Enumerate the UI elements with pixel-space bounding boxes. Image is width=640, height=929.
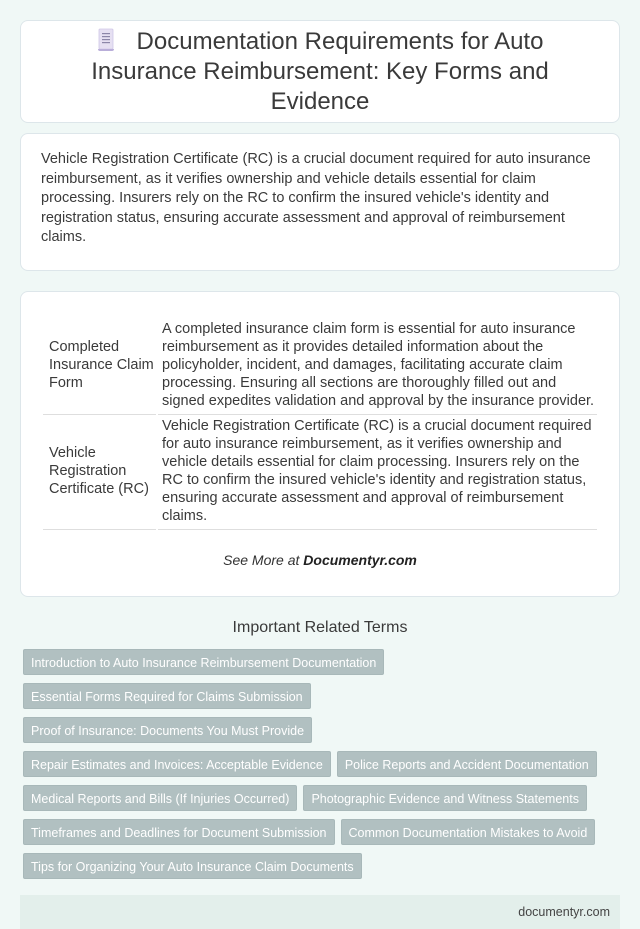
page-title — [41, 27, 599, 117]
table-row — [43, 318, 597, 415]
row-term: Completed Insurance Claim Form — [43, 318, 156, 415]
table-row — [43, 415, 597, 530]
related-term-tag[interactable]: Repair Estimates and Invoices: Acceptable Evidence — [23, 751, 331, 777]
related-terms-list — [20, 649, 620, 879]
row-term: Vehicle Registration Certificate (RC) — [43, 415, 156, 530]
footer-site[interactable]: documentyr.com — [518, 905, 610, 919]
related-term-tag[interactable]: Essential Forms Required for Claims Submission — [23, 683, 311, 709]
related-term-tag[interactable]: Photographic Evidence and Witness Statements — [303, 785, 587, 811]
related-term-tag[interactable]: Timeframes and Deadlines for Document Submission — [23, 819, 335, 845]
related-term-tag[interactable]: Police Reports and Accident Documentation — [337, 751, 597, 777]
row-description: Vehicle Registration Certificate (RC) is a crucial document required for auto insurance reimbursement, as it verifies ownership and vehicle details essential for claim processing. Insurers rely on the RC to confirm the insured vehicle's identity and registration status, ensuring accurate assessment and approval of reimbursement claims. — [158, 415, 597, 530]
see-more-link[interactable]: Documentyr.com — [303, 552, 417, 568]
related-term-tag[interactable]: Introduction to Auto Insurance Reimbursement Documentation — [23, 649, 384, 675]
related-term-tag[interactable]: Medical Reports and Bills (If Injuries Occurred) — [23, 785, 297, 811]
summary-text: Vehicle Registration Certificate (RC) is a crucial document required for auto insurance reimbursement, as it verifies ownership and vehicle details essential for claim processing. Insurers rely on the RC to confirm the insured vehicle's identity and registration status, ensuring accurate assessment and approval of reimbursement claims. — [41, 151, 591, 245]
page-title-text: Documentation Requirements for Auto Insurance Reimbursement: Key Forms and Evidence — [91, 27, 549, 115]
related-term-tag[interactable]: Common Documentation Mistakes to Avoid — [341, 819, 596, 845]
see-more — [41, 552, 599, 568]
details-card — [20, 291, 620, 597]
details-table — [41, 318, 599, 530]
footer — [20, 895, 620, 929]
title-card — [20, 20, 620, 123]
related-term-tag[interactable]: Tips for Organizing Your Auto Insurance Claim Documents — [23, 853, 362, 879]
related-term-tag[interactable]: Proof of Insurance: Documents You Must Provide — [23, 717, 312, 743]
row-description: A completed insurance claim form is essential for auto insurance reimbursement as it provides detailed information about the policyholder, incident, and damages, facilitating accurate claim processing. Ensuring all sections are thoroughly filled out and signed expedites validation and approval by the insurance provider. — [158, 318, 597, 415]
summary-card — [20, 133, 620, 271]
see-more-prefix: See More at — [223, 552, 304, 568]
document-icon — [97, 28, 115, 52]
related-terms-heading: Important Related Terms — [232, 619, 408, 636]
